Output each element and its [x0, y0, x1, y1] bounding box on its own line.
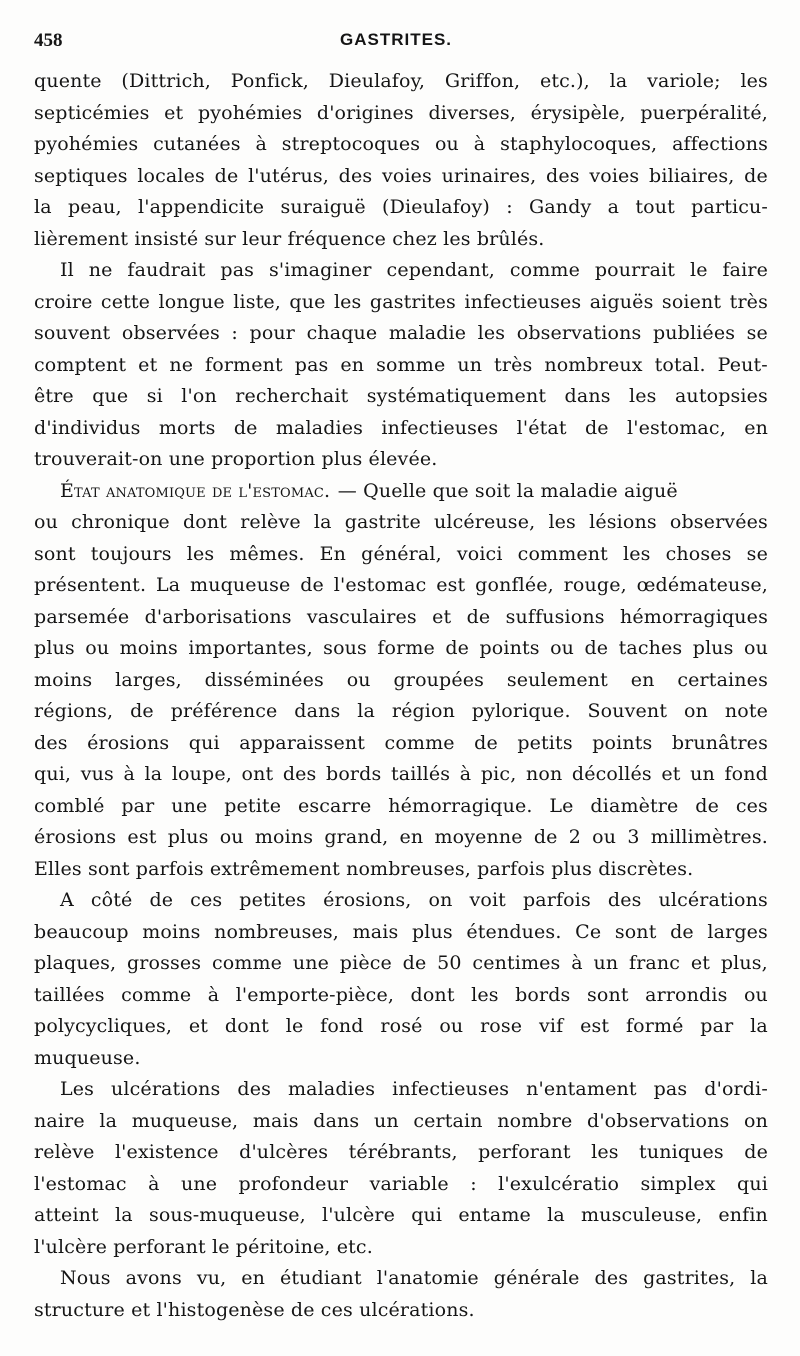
text-line: ou chronique dont relève la gastrite ulcéreuse, les lésions observées: [34, 511, 768, 533]
text-line: parsemée d'arborisations vasculaires et de suffusions hémorragiques: [34, 605, 768, 628]
text-line: la peau, l'appendicite suraiguë (Dieulafoy) : Gandy a tout particu-: [34, 196, 768, 218]
text-line: septicémies et pyohémies d'origines diverses, érysipèle, puerpéralité,: [34, 101, 768, 124]
text-line: quente (Dittrich, Ponfick, Dieulafoy, Griffon, etc.), la variole; les: [34, 70, 768, 92]
text-line: atteint la sous-muqueuse, l'ulcère qui entame la musculeuse, enfin: [34, 1204, 768, 1226]
text-line: moins larges, disséminées ou groupées seulement en certaines: [34, 668, 768, 691]
text-line: présentent. La muqueuse de l'estomac est gonflée, rouge, œdémateuse,: [34, 574, 768, 596]
text-line: beaucoup moins nombreuses, mais plus étendues. Ce sont de larges: [34, 920, 768, 943]
body-text: [34, 66, 768, 1326]
text-line: comblé par une petite escarre hémorragique. Le diamètre de ces: [34, 794, 768, 817]
running-head: [34, 30, 770, 56]
text-line: des érosions qui apparaissent comme de petits points brunâtres: [34, 731, 768, 754]
text-line: Nous avons vu, en étudiant l'anatomie générale des gastrites, la: [60, 1267, 768, 1289]
section-heading: État anatomique de l'estomac.: [60, 479, 331, 502]
text-line: structure et l'histogenèse de ces ulcérations.: [34, 1298, 475, 1321]
text-line: Les ulcérations des maladies infectieuses n'entament pas d'ordi-: [60, 1078, 768, 1100]
running-title: GASTRITES.: [340, 30, 453, 49]
text-line: souvent observées : pour chaque maladie les observations publiées se: [34, 322, 768, 344]
text-line: taillées comme à l'emporte-pièce, dont les bords sont arrondis ou: [34, 983, 768, 1006]
text-line: être que si l'on recherchait systématiquement dans les autopsies: [34, 385, 768, 407]
text-line: polycycliques, et dont le fond rosé ou rose vif est formé par la: [34, 1015, 768, 1037]
text-line: sont toujours les mêmes. En général, voici comment les choses se: [34, 542, 768, 565]
text-line: Elles sont parfois extrêmement nombreuses, parfois plus discrètes.: [34, 857, 694, 880]
text-line: septiques locales de l'utérus, des voies urinaires, des voies biliaires, de: [34, 164, 768, 187]
text-line: Il ne faudrait pas s'imaginer cependant, comme pourrait le faire: [60, 259, 768, 281]
text-line: l'ulcère perforant le péritoine, etc.: [34, 1235, 373, 1258]
text-line: comptent et ne forment pas en somme un très nombreux total. Peut-: [34, 353, 768, 376]
text-line: lièrement insisté sur leur fréquence chez les brûlés.: [34, 227, 545, 250]
text-line: plaques, grosses comme une pièce de 50 centimes à un franc et plus,: [34, 952, 768, 974]
text-line: régions, de préférence dans la région pylorique. Souvent on note: [34, 700, 768, 722]
text-line: naire la muqueuse, mais dans un certain nombre d'observations on: [34, 1109, 768, 1132]
text-line: muqueuse.: [34, 1046, 141, 1069]
text-line: d'individus morts de maladies infectieuses l'état de l'estomac, en: [34, 416, 768, 439]
text-line: plus ou moins importantes, sous forme de points ou de taches plus ou: [34, 637, 768, 659]
text-line: pyohémies cutanées à streptocoques ou à staphylocoques, affections: [34, 133, 768, 155]
text-line: érosions est plus ou moins grand, en moyenne de 2 ou 3 millimètres.: [34, 826, 768, 848]
text-line: croire cette longue liste, que les gastrites infectieuses aiguës soient très: [34, 290, 768, 313]
text-line: relève l'existence d'ulcères térébrants, perforant les tuniques de: [34, 1141, 768, 1163]
page-number: 458: [34, 30, 63, 51]
text-line: A côté de ces petites érosions, on voit parfois des ulcérations: [60, 889, 768, 911]
text-line: trouverait-on une proportion plus élevée.: [34, 448, 438, 470]
text-line-remainder: — Quelle que soit la maladie aiguë: [337, 479, 678, 502]
text-line: qui, vus à la loupe, ont des bords taillés à pic, non décollés et un fond: [34, 763, 768, 785]
text-line: l'estomac à une profondeur variable : l'exulcératio simplex qui: [34, 1172, 768, 1195]
text-line: [34, 476, 768, 508]
